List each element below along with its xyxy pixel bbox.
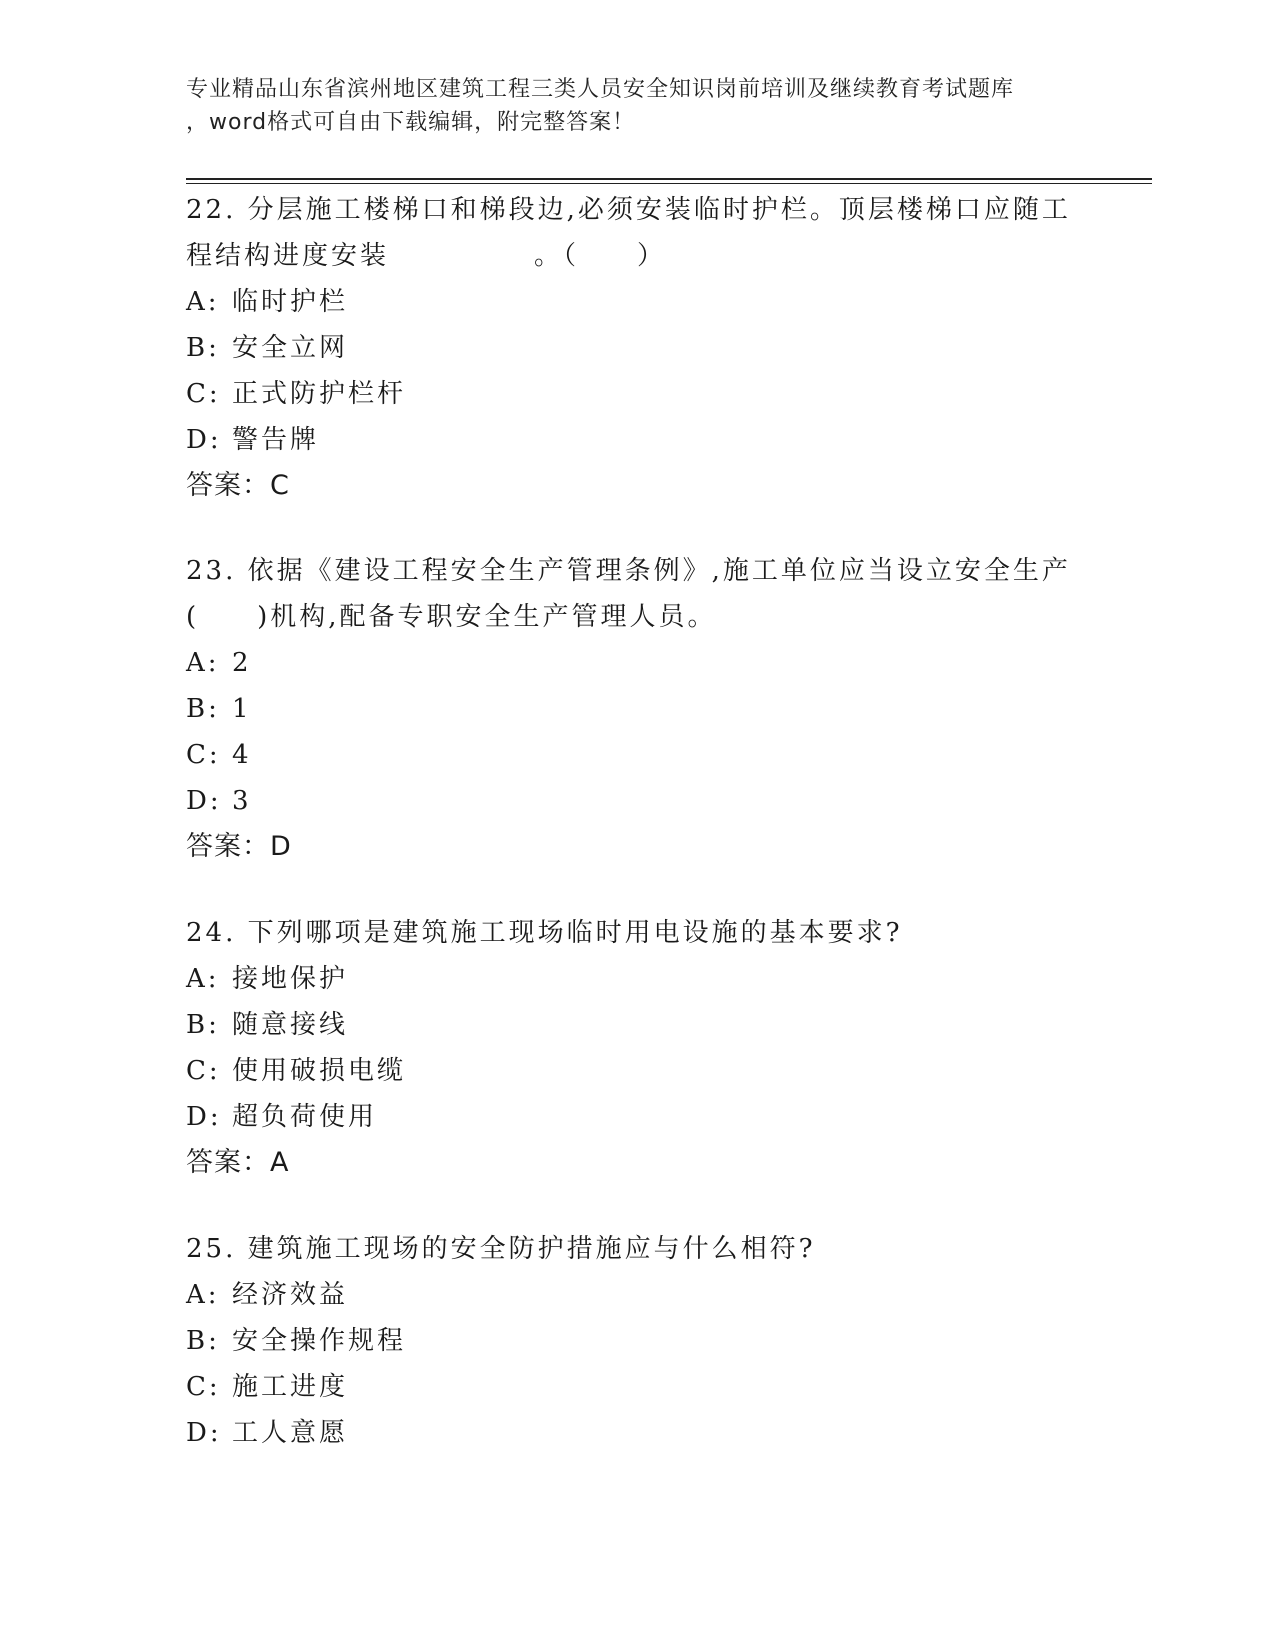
option-letter: B: [186, 333, 220, 363]
option-letter: B: [186, 1010, 220, 1040]
question-23 [186, 548, 1086, 870]
option-c [186, 732, 1086, 778]
option-b [186, 1002, 1086, 1048]
question-text [186, 1226, 1086, 1272]
option-letter: D: [186, 425, 222, 455]
option-letter: B: [186, 694, 220, 724]
option-text: 4 [232, 740, 252, 770]
option-letter: C: [186, 740, 221, 770]
question-text-line: 23. 依据《建设工程安全生产管理条例》,施工单位应当设立安全生产 [186, 556, 1071, 586]
option-d [186, 1094, 1086, 1140]
option-letter: A: [186, 648, 220, 678]
question-25 [186, 1226, 1086, 1456]
option-text: 超负荷使用 [232, 1102, 378, 1132]
header-divider-thick [186, 178, 1152, 180]
answer-line: 答案：D [186, 831, 292, 862]
option-b [186, 325, 1086, 371]
option-d [186, 417, 1086, 463]
option-b [186, 1318, 1086, 1364]
option-text: 随意接线 [232, 1010, 349, 1040]
option-letter: C: [186, 1372, 221, 1402]
option-a [186, 640, 1086, 686]
question-text [186, 187, 1086, 279]
header-title-line-1: 专业精品山东省滨州地区建筑工程三类人员安全知识岗前培训及继续教育考试题库 [186, 77, 1015, 102]
option-c [186, 1048, 1086, 1094]
option-text: 接地保护 [232, 964, 349, 994]
header-title-line-2: ，word格式可自由下载编辑，附完整答案！ [186, 110, 636, 135]
question-text-line: 22. 分层施工楼梯口和梯段边,必须安装临时护栏。顶层楼梯口应随工 [186, 195, 1071, 225]
question-text-line: 25. 建筑施工现场的安全防护措施应与什么相符? [186, 1234, 816, 1264]
option-text: 工人意愿 [232, 1418, 349, 1448]
option-letter: A: [186, 1280, 220, 1310]
option-text: 警告牌 [232, 425, 320, 455]
option-text: 经济效益 [232, 1280, 349, 1310]
option-a [186, 279, 1086, 325]
option-a [186, 956, 1086, 1002]
option-letter: D: [186, 1102, 222, 1132]
option-letter: C: [186, 1056, 221, 1086]
option-letter: A: [186, 287, 220, 317]
option-d [186, 1410, 1086, 1456]
option-letter: B: [186, 1326, 220, 1356]
option-text: 1 [232, 694, 252, 724]
option-a [186, 1272, 1086, 1318]
question-22 [186, 187, 1086, 509]
answer-line: 答案：C [186, 470, 290, 501]
option-letter: A: [186, 964, 220, 994]
question-text-line: 程结构进度安装 。（ ） [186, 241, 667, 271]
option-letter: C: [186, 379, 221, 409]
question-text-line: 24. 下列哪项是建筑施工现场临时用电设施的基本要求? [186, 918, 903, 948]
document-header [186, 73, 1086, 139]
option-d [186, 778, 1086, 824]
option-text: 安全操作规程 [232, 1326, 407, 1356]
question-text [186, 910, 1086, 956]
option-text: 使用破损电缆 [232, 1056, 407, 1086]
header-divider-thin [186, 183, 1152, 184]
question-text-line: ( )机构,配备专职安全生产管理人员。 [186, 602, 717, 632]
option-b [186, 686, 1086, 732]
option-c [186, 1364, 1086, 1410]
option-c [186, 371, 1086, 417]
question-text [186, 548, 1086, 640]
option-text: 施工进度 [232, 1372, 349, 1402]
option-text: 安全立网 [232, 333, 349, 363]
option-letter: D: [186, 1418, 222, 1448]
question-24 [186, 910, 1086, 1186]
option-text: 3 [232, 786, 252, 816]
option-text: 2 [232, 648, 252, 678]
answer-line: 答案：A [186, 1147, 290, 1178]
option-text: 正式防护栏杆 [232, 379, 407, 409]
option-letter: D: [186, 786, 222, 816]
option-text: 临时护栏 [232, 287, 349, 317]
